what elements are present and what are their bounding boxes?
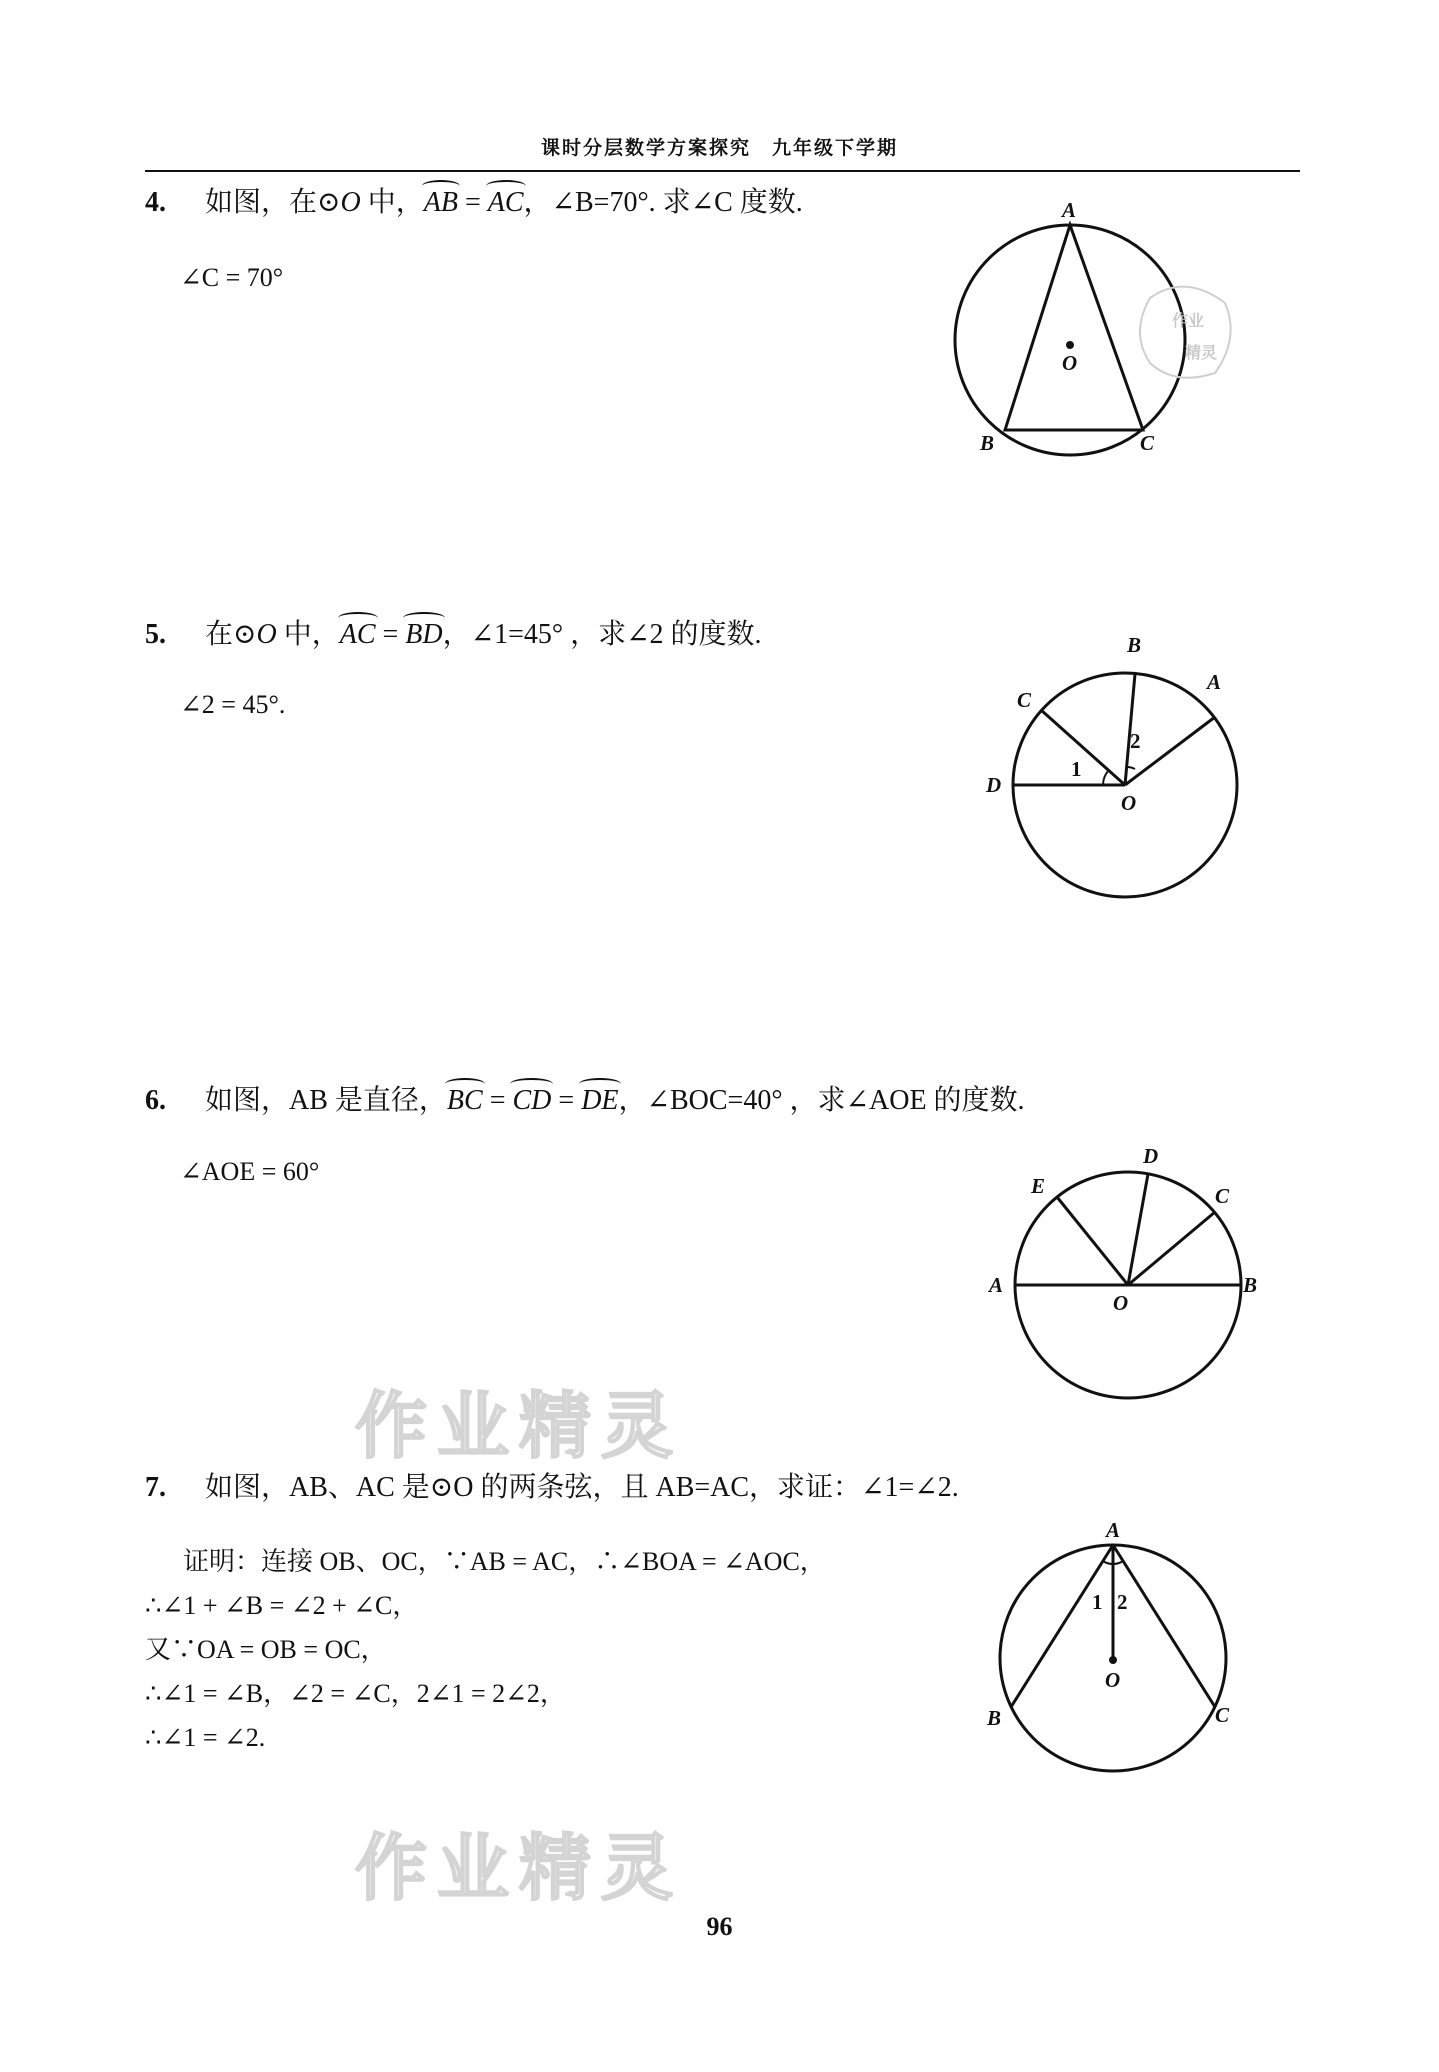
label-b: B xyxy=(1127,633,1142,657)
watermark-stamp xyxy=(1130,278,1240,388)
figure-7 xyxy=(975,1515,1265,1785)
label-d: D xyxy=(986,773,1002,797)
radius-od xyxy=(1128,1174,1148,1285)
question-5: 5. 在⊙O 中，AC = BD，∠1=45° ，求∠2 的度数. xyxy=(145,619,762,650)
question-number: 7. xyxy=(145,1472,166,1503)
watermark: 作业精灵 xyxy=(355,1826,684,1910)
label-o: O xyxy=(1113,1291,1129,1315)
label-2: 2 xyxy=(1117,1590,1128,1614)
angle-1-mark xyxy=(1103,770,1109,785)
question-number: 6. xyxy=(145,1085,166,1116)
triangle-abc xyxy=(1005,225,1143,430)
center-point xyxy=(1066,341,1074,349)
label-a: A xyxy=(989,1273,1004,1297)
arc-ac: AC xyxy=(339,619,376,650)
answer-6: ∠AOE = 60° xyxy=(180,1157,320,1186)
label-1: 1 xyxy=(1071,757,1082,781)
label-b: B xyxy=(1243,1273,1258,1297)
question-number: 5. xyxy=(145,619,166,650)
label-e: E xyxy=(1031,1174,1046,1198)
arc-ab: AB xyxy=(423,187,458,218)
radius-oc xyxy=(1128,1212,1215,1285)
header-rule xyxy=(145,170,1300,172)
label-d: D xyxy=(1143,1144,1159,1168)
radius-oc xyxy=(1041,710,1125,785)
arc-ac: AC xyxy=(487,187,524,218)
label-c: C xyxy=(1140,431,1155,455)
question-7: 7. 如图，AB、AC 是⊙O 的两条弦，且 AB=AC，求证：∠1=∠2. xyxy=(145,1472,959,1503)
svg-text:作业: 作业 xyxy=(1172,313,1205,330)
proof-line: 又∵OA = OB = OC， xyxy=(145,1635,387,1664)
label-c: C xyxy=(1215,1703,1230,1727)
center-point xyxy=(1109,1656,1117,1664)
label-b: B xyxy=(980,431,995,455)
watermark: 作业精灵 xyxy=(355,1384,684,1468)
label-o: O xyxy=(1121,791,1137,815)
label-a: A xyxy=(1062,198,1077,222)
arc-de: DE xyxy=(581,1085,619,1116)
arc-bd: BD xyxy=(405,619,443,650)
label-1: 1 xyxy=(1092,1590,1103,1614)
answer-4: ∠C = 70° xyxy=(180,263,284,292)
label-o: O xyxy=(1105,1668,1121,1692)
label-c: C xyxy=(1017,688,1032,712)
label-a: A xyxy=(1207,670,1222,694)
angle-2-mark xyxy=(1127,767,1135,769)
page-header: 课时分层数学方案探究 九年级下学期 xyxy=(540,137,898,159)
proof-line: ∴∠1 + ∠B = ∠2 + ∠C， xyxy=(145,1591,419,1620)
chord-ab xyxy=(1011,1545,1113,1707)
proof-line: ∴∠1 = ∠2. xyxy=(145,1723,266,1752)
arc-cd: CD xyxy=(512,1085,552,1116)
label-o: O xyxy=(1062,351,1078,375)
label-2: 2 xyxy=(1130,729,1141,753)
proof-7 xyxy=(145,1540,826,1760)
label-a: A xyxy=(1106,1518,1121,1542)
answer-5: ∠2 = 45°. xyxy=(180,690,286,719)
figure-6 xyxy=(975,1130,1275,1410)
svg-text:精灵: 精灵 xyxy=(1185,345,1218,362)
proof-line: ∴∠1 = ∠B，∠2 = ∠C，2∠1 = 2∠2， xyxy=(145,1679,566,1708)
label-b: B xyxy=(987,1706,1002,1730)
question-4: 4. 如图，在⊙O 中，AB = AC，∠B=70°. 求∠C 度数. xyxy=(145,187,803,218)
radius-oe xyxy=(1057,1197,1128,1285)
page-number: 96 xyxy=(706,1912,733,1941)
chord-ac xyxy=(1113,1545,1215,1707)
question-number: 4. xyxy=(145,187,166,218)
arc-bc: BC xyxy=(446,1085,483,1116)
question-6: 6. 如图，AB 是直径，BC = CD = DE，∠BOC=40° ，求∠AOE 的度数. xyxy=(145,1085,1025,1116)
figure-5 xyxy=(970,630,1260,910)
proof-line: 证明：连接 OB、OC，∵AB = AC，∴∠BOA = ∠AOC， xyxy=(183,1547,826,1576)
label-c: C xyxy=(1215,1184,1230,1208)
